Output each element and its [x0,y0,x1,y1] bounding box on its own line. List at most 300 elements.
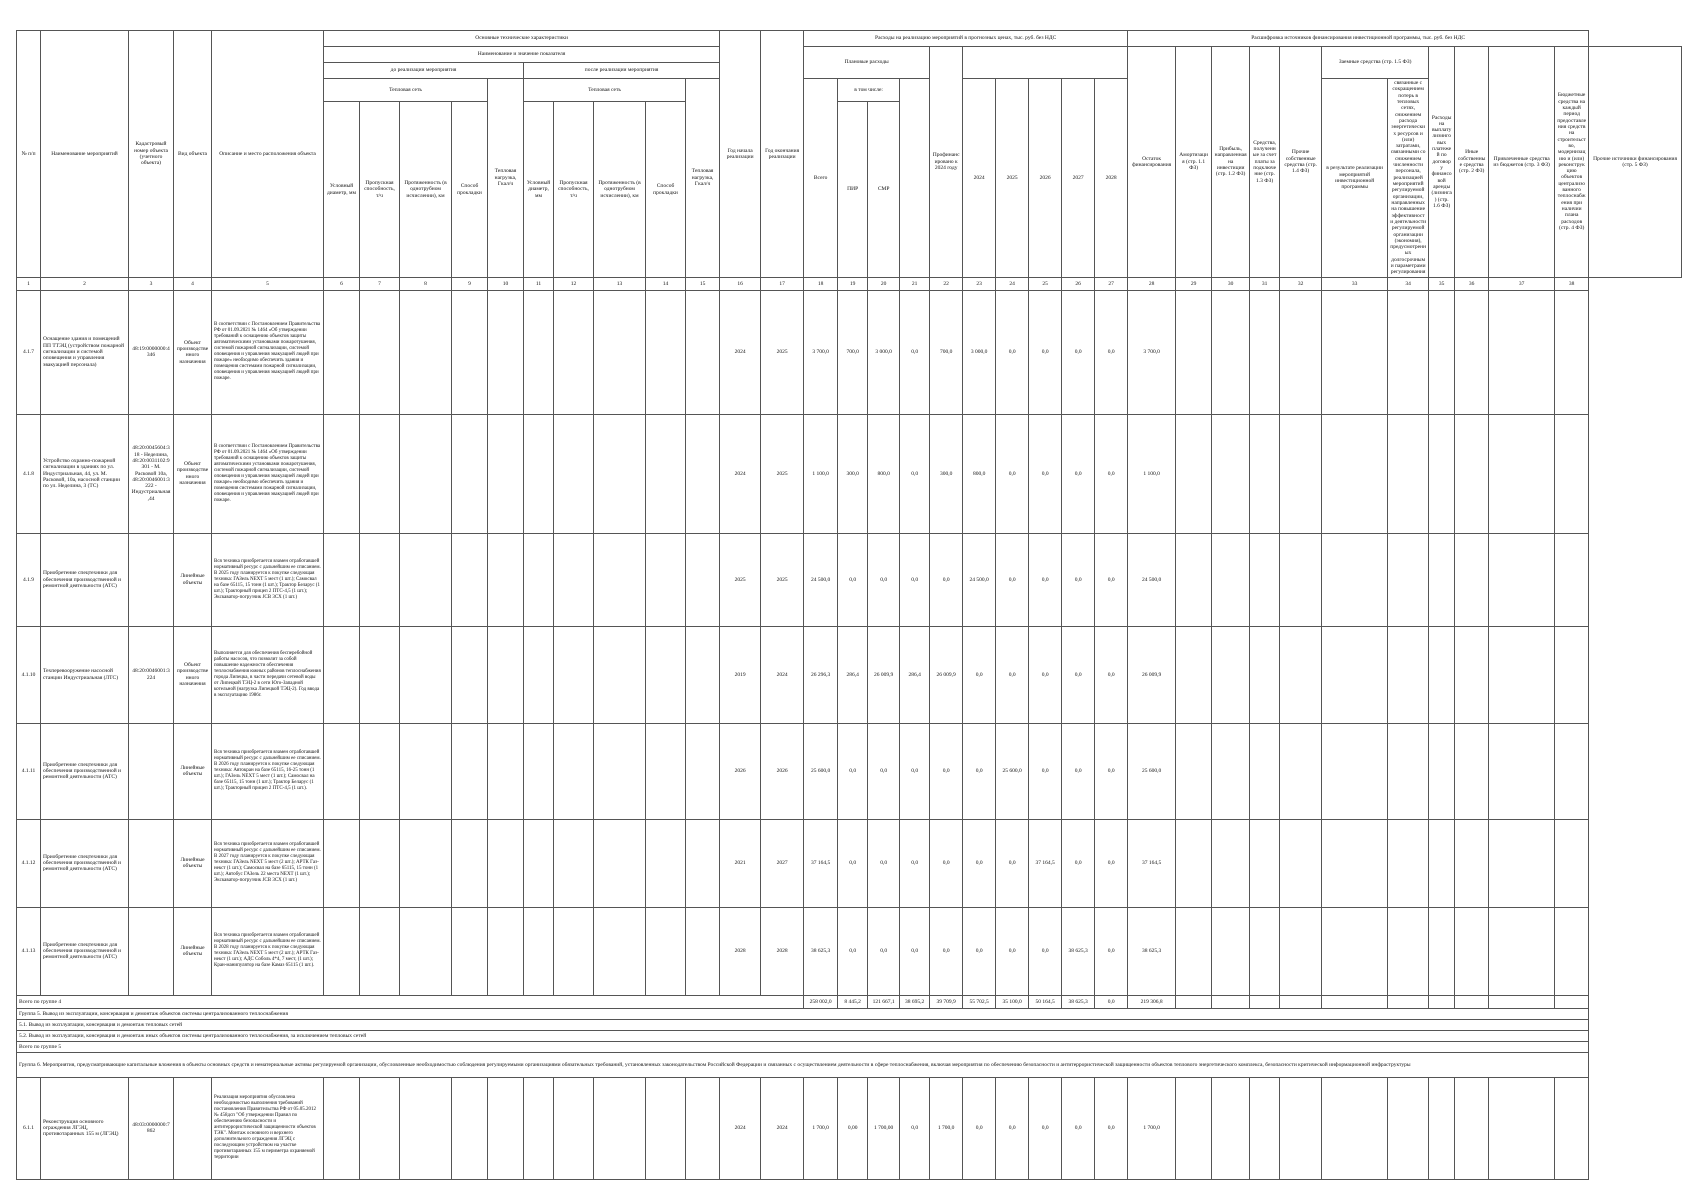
row-num: 6.1.1 [17,1077,41,1179]
header-kind: Вид объекта [174,31,212,278]
row-empty [1280,723,1322,819]
row-2025: 0,0 [963,907,996,995]
row-empty [1455,723,1489,819]
row-pir: 0,0 [838,819,868,907]
row-cadastral: 48:20:0046001:3224 [129,626,174,723]
column-number: 34 [1388,277,1429,290]
row-empty [1555,819,1589,907]
row-empty [324,290,360,414]
row-kind: Линейные объекты [174,533,212,626]
row-financed: 0,0 [900,414,930,533]
total-row-group-4 [17,995,1682,1008]
header-financed: Профинансировано к 2024 году [930,47,963,278]
row-smr: 3 000,0 [868,290,900,414]
row-empty [646,414,686,533]
header-c11: Условный диаметр, мм [524,102,554,277]
row-amortization: 1 700,0 [1128,1077,1176,1179]
investment-program-table-sheet [16,30,1682,1180]
row-year-start: 2021 [720,819,761,907]
row-empty [1429,907,1455,995]
row-description: Выполняется для обеспечения бесперебойной работы насосов, что позволит за собой повышение надежности обеспечения теплоснабжения южных районов теплоснабжения города Липецка, в части передачи сетевой воды от Липецкой ТЭЦ-2 в сети Юго-Западной котельной (нагрузка Липецкой ТЭЦ-2). Год ввода в эксплуатацию 1986г. [212,626,324,723]
row-empty [554,819,594,907]
header-leasing: Расходы на выплату лизинговых платежей по договору финансовой аренды (лизинга) (стр. 1.6 ФЗ) [1429,47,1455,278]
table-row [17,723,1682,819]
row-empty [1429,290,1455,414]
header-amortization: Амортизация (стр. 1.1 ФЗ) [1176,47,1212,278]
row-year-end: 2028 [761,907,804,995]
column-number: 8 [400,277,452,290]
total-2027: 50 164,5 [1029,995,1062,1008]
column-number-row [17,277,1682,290]
row-empty [524,723,554,819]
row-empty [1212,533,1250,626]
row-rest: 0,0 [1095,626,1128,723]
row-amortization: 1 100,0 [1128,414,1176,533]
row-empty [1250,626,1280,723]
row-name: Приобретение спецтехники для обеспечения производственной и ремонтной деятельности (АТС) [41,533,129,626]
row-total: 38 625,3 [804,907,838,995]
row-name: Техперевооружение насосной станции Индустриальная (ЛТС) [41,626,129,723]
row-empty [1429,723,1455,819]
row-empty [1250,414,1280,533]
row-amortization: 26 009,9 [1128,626,1176,723]
row-empty [686,626,720,723]
header-budget: Бюджетные средства на каждый период предоставления средств на строительство, модернизацию и (или) реконструкцию объектов централизованного теплоснабжения при наличии плана расходов (стр. 4 ФЗ) [1555,47,1589,278]
row-2026: 0,0 [996,907,1029,995]
row-kind: Объект производственного назначения [174,290,212,414]
row-name: Приобретение спецтехники для обеспечения производственной и ремонтной деятельности (АТС) [41,819,129,907]
row-empty [1455,626,1489,723]
row-financed: 0,0 [900,290,930,414]
row-num: 4.1.7 [17,290,41,414]
header-tech-group: Основные технические характеристики [324,31,720,47]
column-number: 22 [930,277,963,290]
row-empty [1322,290,1388,414]
row-empty [1280,414,1322,533]
row-empty [324,907,360,995]
row-smr: 26 009,9 [868,626,900,723]
header-budget-attracted: Привлеченные средства из бюджетов (стр. 3 ФЗ) [1489,47,1555,278]
table-row [17,290,1682,414]
row-year-end: 2027 [761,819,804,907]
row-empty [594,290,646,414]
row-empty [1455,290,1489,414]
row-empty [554,414,594,533]
row-financed: 0,0 [900,1077,930,1179]
row-empty [1455,414,1489,533]
row-2026: 0,0 [996,533,1029,626]
row-2028: 0,0 [1062,626,1095,723]
row-empty [1280,290,1322,414]
header-other-sources: Прочие источники финансирования (стр. 5 ФЗ) [1589,47,1682,278]
row-total: 26 296,3 [804,626,838,723]
row-empty [324,626,360,723]
row-name: Приобретение спецтехники для обеспечения производственной и ремонтной деятельности (АТС) [41,723,129,819]
row-cadastral: 48:03:0000000:7862 [129,1077,174,1179]
row-total: 37 164,5 [804,819,838,907]
column-number: 5 [212,277,324,290]
row-empty [1212,819,1250,907]
row-amortization: 3 700,0 [1128,290,1176,414]
group-5-title: Группа 5. Вывод из эксплуатации, консервация и демонтаж объектов системы централизованного теплоснабжения [17,1008,1589,1019]
row-empty [452,819,488,907]
row-empty [488,290,524,414]
row-cadastral: 48:19:0000000:4346 [129,290,174,414]
row-num: 4.1.10 [17,626,41,723]
row-empty [1555,290,1589,414]
header-year-end: Год окончания реализации [761,31,804,278]
header-blank-21 [900,79,930,278]
row-description: Вся техника приобретается взамен отработавшей нормативный ресурс с дальнейшим ее списанием. В 2025 году планируется к покупке следующая техника: ГАЗель NEXT 5 мест (1 шт.); Самосвал на базе 65115, 15 тонн (1 шт.); Трактор Беларус (1 шт.); Тракторный прицеп 2 ПТС-4,5 (1 шт.); Экскаватор-погрузчик JCB 3CX (1 шт.) [212,533,324,626]
row-empty [452,626,488,723]
row-2028: 0,0 [1062,533,1095,626]
row-2028: 0,0 [1062,290,1095,414]
column-number: 15 [686,277,720,290]
row-empty [1212,907,1250,995]
row-year-end: 2025 [761,414,804,533]
total-2026: 35 100,0 [996,995,1029,1008]
row-empty [324,723,360,819]
header-plan: Плановые расходы [804,47,930,79]
row-empty [524,626,554,723]
row-2026: 0,0 [996,1077,1029,1179]
table-row [17,907,1682,995]
row-amortization: 24 500,0 [1128,533,1176,626]
row-total: 3 700,0 [804,290,838,414]
row-2028: 38 625,3 [1062,907,1095,995]
header-pir: ПИР [838,102,868,277]
row-kind: Линейные объекты [174,819,212,907]
row-year-start: 2024 [720,1077,761,1179]
row-2026: 0,0 [996,819,1029,907]
row-empty [554,907,594,995]
row-empty [1555,626,1589,723]
row-2025: 0,0 [963,626,996,723]
row-empty [1489,723,1555,819]
column-number: 4 [174,277,212,290]
row-empty [1322,819,1388,907]
row-year-start: 2019 [720,626,761,723]
total-financed: 38 695,2 [900,995,930,1008]
total-label: Всего по группе 4 [17,995,804,1008]
row-rest: 0,0 [1095,290,1128,414]
header-borrowed: Заемные средства (стр. 1.5 ФЗ) [1322,47,1429,79]
header-y2026: 2026 [1029,79,1062,278]
row-empty [400,414,452,533]
column-number: 2 [41,277,129,290]
header-y2028: 2028 [1095,79,1128,278]
row-2028: 0,0 [1062,819,1095,907]
row-2028: 0,0 [1062,1077,1095,1179]
row-empty [360,907,400,995]
row-empty [686,819,720,907]
row-pir: 0,00 [838,1077,868,1179]
row-pir: 300,0 [838,414,868,533]
row-empty [1212,723,1250,819]
row-total: 1 100,0 [804,414,838,533]
row-empty [488,907,524,995]
row-total: 25 600,0 [804,723,838,819]
row-empty [1322,414,1388,533]
header-c9: Способ прокладки [452,102,488,277]
row-num: 4.1.13 [17,907,41,995]
rows-group-4 [17,290,1682,995]
row-cadastral [129,533,174,626]
header-heat-network-before: Тепловая сеть [324,79,488,102]
row-empty [594,626,646,723]
row-2024: 700,0 [930,290,963,414]
row-smr: 1 700,00 [868,1077,900,1179]
row-2026: 0,0 [996,290,1029,414]
row-empty [400,819,452,907]
row-2024: 300,0 [930,414,963,533]
column-number: 6 [324,277,360,290]
row-empty [360,723,400,819]
row-cadastral [129,819,174,907]
header-c6: Условный диаметр, мм [324,102,360,277]
row-kind: Линейные объекты [174,723,212,819]
total-2024: 39 709,9 [930,995,963,1008]
row-2027: 0,0 [1029,533,1062,626]
row-empty [1555,723,1589,819]
row-2025: 3 000,0 [963,290,996,414]
row-year-start: 2028 [720,907,761,995]
column-number: 27 [1095,277,1128,290]
row-empty [1250,533,1280,626]
row-2026: 0,0 [996,414,1029,533]
row-empty [1489,819,1555,907]
row-pir: 700,0 [838,290,868,414]
header-y2024: 2024 [963,79,996,278]
header-other-own-2: Иные собственные средства (стр. 2 ФЗ) [1455,47,1489,278]
row-empty [646,819,686,907]
row-year-start: 2026 [720,723,761,819]
row-empty [400,907,452,995]
row-empty [1555,533,1589,626]
header-y2027: 2027 [1062,79,1095,278]
row-empty [524,907,554,995]
row-empty [1388,723,1429,819]
table-row [17,533,1682,626]
row-empty [1280,907,1322,995]
row-empty [524,290,554,414]
row-empty [1388,414,1429,533]
header-sources-group: Расшифровка источников финансирования инвестиционной программы, тыс. руб. без НДС [1128,31,1589,47]
row-empty [686,533,720,626]
header-before: до реализации мероприятия [324,63,524,79]
row-2027: 0,0 [1029,907,1062,995]
header-name: Наименование мероприятий [41,31,129,278]
row-empty [1429,414,1455,533]
row-2024: 26 009,9 [930,626,963,723]
row-empty [1176,819,1212,907]
row-pir: 0,0 [838,533,868,626]
row-2024: 0,0 [930,907,963,995]
row-empty [1455,533,1489,626]
total-2025: 55 702,5 [963,995,996,1008]
row-description: Вся техника приобретается взамен отработавшей нормативный ресурс с дальнейшим ее списанием. В 2028 году планируется к покупке следующая техника: ГАЗель NEXT 5 мест (2 шт.); АРТК Газ-некст (1 шт.); АДС Соболь 4*4, 7 мест, (1 шт.); Кран-манипулятор на базе Камаз 65115 (1 шт.). [212,907,324,995]
row-smr: 0,0 [868,819,900,907]
column-number: 16 [720,277,761,290]
total-pir: 8 445,2 [838,995,868,1008]
row-empty [1489,533,1555,626]
row-num: 4.1.9 [17,533,41,626]
row-year-start: 2024 [720,290,761,414]
row-empty [324,414,360,533]
row-cadastral [129,723,174,819]
row-empty [686,414,720,533]
row-empty [324,533,360,626]
column-number: 35 [1429,277,1455,290]
row-rest: 0,0 [1095,1077,1128,1179]
row-smr: 0,0 [868,907,900,995]
row-description: Вся техника приобретается взамен отработавшей нормативный ресурс с дальнейшим ее списанием. В 2027 году планируется к покупке следующая техника: ГАЗель NEXT 5 мест (2 шт.); АРТК Газ-некст (1 шт.); Самосвал на базе 65115, 15 тонн (1 шт.); Автобус ГАЗель 22 места NEXT (1 шт.); Экскаватор-погрузчик JCB 3CX (1 шт.) [212,819,324,907]
row-year-end: 2024 [761,626,804,723]
row-smr: 800,0 [868,414,900,533]
investment-program-table [16,30,1682,1180]
row-empty [452,723,488,819]
row-empty [1176,626,1212,723]
group-6-title: Группа 6. Мероприятия, предусматривающие капитальные вложения в объекты основных средств и нематериальные активы регулируемой организации, обусловленные необходимостью соблюдения регулируемыми организациями обязательных требований, установленных законодательством Российской Федерации и связанных с осуществлением деятельности в сфере теплоснабжения, включая мероприятия по обеспечению безопасности и антитеррористической защищенности объектов теплового энергетического комплекса, безопасности критической информационной инфраструктуры [17,1052,1589,1077]
row-2027: 0,0 [1029,1077,1062,1179]
row-empty [686,907,720,995]
row-empty [1429,626,1455,723]
row-empty [1555,414,1589,533]
row-2027: 37 164,5 [1029,819,1062,907]
row-empty [324,819,360,907]
row-2024: 1 700,0 [930,1077,963,1179]
row-empty [594,414,646,533]
header-rest: Остаток финансирования [1128,47,1176,278]
column-number: 20 [868,277,900,290]
row-2025: 800,0 [963,414,996,533]
column-number: 24 [996,277,1029,290]
row-empty [1455,819,1489,907]
header-smr: СМР [868,102,900,277]
row-empty [1322,723,1388,819]
row-empty [1489,290,1555,414]
row-description: Вся техника приобретается взамен отработавшей нормативный ресурс с дальнейшим ее списанием. В 2026 году планируется к покупке следующая техника: Автокран на базе 65115, 16-25 тонн (1 шт.); ГАЗель NEXT 5 мест (1 шт.); Самосвал на базе 65115, 15 тонн (1 шт.); Трактор Беларус (1 шт.); Тракторный прицеп 2 ПТС-4,5 (1 шт.). [212,723,324,819]
header-total: Всего [804,79,838,278]
row-empty [1388,533,1429,626]
row-name: Устройство охранно-пожарной сигнализации в зданиях по ул. Индустриальная, 44, ул. М. Расковой, 10а, насосной станции по ул. Неделина, 3 (ТС) [41,414,129,533]
row-num: 4.1.8 [17,414,41,533]
header-c7: Пропускная способность, т/ч [360,102,400,277]
row-empty [1388,290,1429,414]
column-number: 28 [1128,277,1176,290]
row-empty [646,723,686,819]
column-number: 38 [1555,277,1589,290]
row-empty [1388,819,1429,907]
row-name: Приобретение спецтехники для обеспечения производственной и ремонтной деятельности (АТС) [41,907,129,995]
row-empty [1489,414,1555,533]
header-description: Описание и место расположения объекта [212,31,324,278]
column-number: 1 [17,277,41,290]
column-number: 21 [900,277,930,290]
row-empty [554,626,594,723]
row-2024: 0,0 [930,533,963,626]
row-empty [594,819,646,907]
column-number: 12 [554,277,594,290]
total-amortization: 219 306,8 [1128,995,1176,1008]
row-empty [1489,626,1555,723]
column-number: 32 [1280,277,1322,290]
row-empty [1176,533,1212,626]
row-2025: 0,0 [963,819,996,907]
row-empty [594,533,646,626]
column-number: 9 [452,277,488,290]
row-empty [360,626,400,723]
row-num: 4.1.11 [17,723,41,819]
row-2027: 0,0 [1029,290,1062,414]
row-total: 24 500,0 [804,533,838,626]
row-kind [174,1077,212,1179]
row-empty [554,723,594,819]
row-num: 4.1.12 [17,819,41,907]
total-total: 258 002,0 [804,995,838,1008]
total-rest: 0,0 [1095,995,1128,1008]
header-c12: Пропускная способность, т/ч [554,102,594,277]
row-empty [686,290,720,414]
row-empty [524,414,554,533]
row-financed: 0,0 [900,907,930,995]
header-year-start: Год начала реализации [720,31,761,278]
header-num: № п/п [17,31,41,278]
row-empty [1388,626,1429,723]
row-empty [554,290,594,414]
row-name: Оснащение здания и помещений ПП ТТЭЦ (устройством пожарной сигнализации и системой оповещения и управления эвакуацией персонала) [41,290,129,414]
header-after: после реализации мероприятия [524,63,720,79]
row-empty [400,723,452,819]
row-rest: 0,0 [1095,819,1128,907]
row-empty [1322,533,1388,626]
row-rest: 0,0 [1095,414,1128,533]
group-5-total: Всего по группе 5 [17,1041,1589,1052]
row-total: 1 700,0 [804,1077,838,1179]
row-empty [1250,723,1280,819]
row-empty [646,626,686,723]
row-kind: Объект производственного назначения [174,414,212,533]
row-description: В соответствии с Постановлением Правительства РФ от 01.09.2021 № 1464 «Об утверждении требований к оснащению объектов защиты автоматическими установками пожаротушения, системой пожарной сигнализации, системой оповещения и управления эвакуацией людей при пожаре» необходимо обеспечить здания и помещения системами пожарной сигнализации, оповещения и управления эвакуацией людей при пожаре. [212,290,324,414]
row-cadastral [129,907,174,995]
total-smr: 121 667,1 [868,995,900,1008]
header-heat-network-after: Тепловая сеть [524,79,686,102]
row-empty [1429,533,1455,626]
row-empty [646,533,686,626]
header-c8: Протяженность (в однотрубном исчислении), км [400,102,452,277]
row-name: Реконструкция основного ограждения ЛГЭЦ, противотаранных 155 м (ЛГЭЦ) [41,1077,129,1179]
row-year-start: 2025 [720,533,761,626]
row-empty [360,819,400,907]
column-number: 7 [360,277,400,290]
row-empty [646,907,686,995]
row-empty [1250,290,1280,414]
header-other-own: Прочие собственные средства (стр. 1.4 ФЗ) [1280,47,1322,278]
row-financed: 0,0 [900,533,930,626]
row-empty [1388,907,1429,995]
row-empty [1212,414,1250,533]
row-2025: 0,0 [963,1077,996,1179]
row-kind: Линейные объекты [174,907,212,995]
row-cadastral: 48:20:0045604:318 - Неделина, 48:20:0031102:9301 - М. Расковой 10а, 48:20:0046001:3222 - Индустриальная,44 [129,414,174,533]
row-amortization: 38 625,3 [1128,907,1176,995]
row-empty [1555,907,1589,995]
row-empty [1250,907,1280,995]
column-number: 30 [1212,277,1250,290]
column-number: 26 [1062,277,1095,290]
column-number: 25 [1029,277,1062,290]
row-empty [488,819,524,907]
